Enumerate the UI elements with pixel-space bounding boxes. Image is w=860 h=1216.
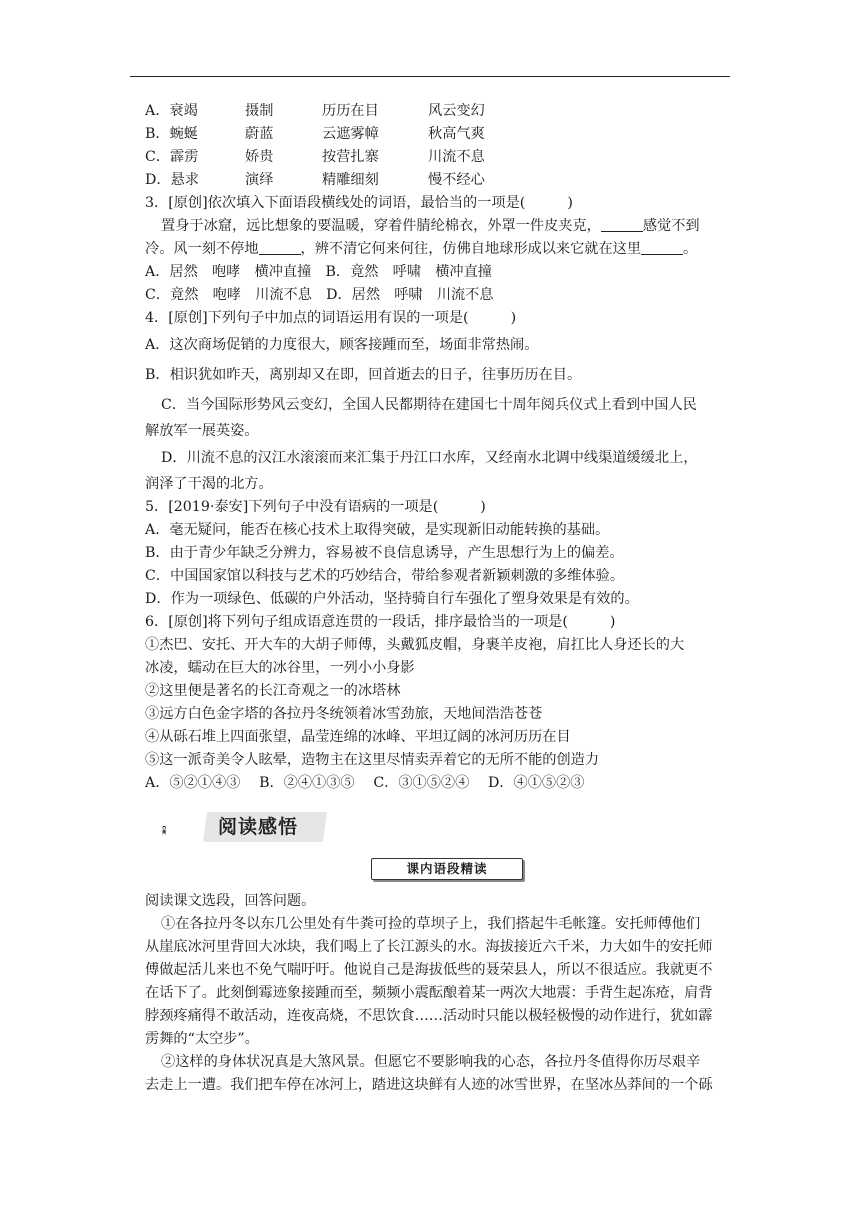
question-3-options-cd: C．竟然 咆哮 川流不息 D．居然 呼啸 川流不息 — [145, 287, 494, 303]
question-4-option-b: B．相识犹如昨天，离别却又在即，回首逝去的日子，往事历历在目。 — [145, 360, 730, 390]
section-title: 阅读感悟 — [218, 816, 299, 838]
question-4-option-d-cont: 润泽了干渴的北方。 — [145, 476, 273, 492]
dotted-word: 风云变幻 — [271, 397, 328, 413]
question-6-options: A．⑤②①④③ B．②④①③⑤ C．③①⑤②④ D．④①⑤②③ — [145, 775, 585, 791]
question-3-passage-line1: 置身于冰窟，远比想象的要温暖，穿着件腈纶棉衣，外罩一件皮夹克， 感觉不到 — [161, 218, 700, 234]
prev-option-d: D．悬求 演绎 精雕细刻 慢不经心 — [145, 172, 485, 188]
paragraph-1-line: 从崖底冰河里背回大冰块，我们喝上了长江源头的水。海拔接近六千米，力大如牛的安托师 — [145, 939, 713, 955]
question-6-sentence-1-cont: 冰凌，蠕动在巨大的冰谷里，一列小小身影 — [145, 660, 415, 676]
paragraph-1-line: 在话下了。此刻倒霉迹象接踵而至，频频小震酝酿着某一两次大地震：手背生起冻疮，肩背 — [145, 985, 713, 1001]
question-5-option-a: A．毫无疑问，能否在核心技术上取得突破，是实现新旧动能转换的基础。 — [145, 522, 610, 538]
paragraph-1-line: 脖颈疼痛得不敢活动，连夜高烧，不思饮食……活动时只能以极轻极慢的动作进行，犹如霹 — [145, 1008, 713, 1024]
reading-girl-icon — [160, 806, 210, 854]
reading-instruction: 阅读课文选段，回答问题。 — [145, 893, 316, 909]
question-6-sentence-4: ④从砾石堆上四面张望，晶莹连绵的冰峰、平坦辽阔的冰河历历在目 — [145, 729, 571, 745]
question-4-option-d: D．川流不息的汉江水滚滚而来汇集于丹江口水库，又经南水北调中线渠道缓缓北上， — [145, 443, 730, 473]
prev-option-c: C．霹雳 娇贵 按营扎寨 川流不息 — [145, 149, 485, 165]
question-6-stem: 6．[原创]将下列句子组成语意连贯的一段话，排序最恰当的一项是( ) — [145, 614, 616, 630]
dotted-word: 川流不息 — [187, 450, 244, 466]
question-6-sentence-2: ②这里便是著名的长江奇观之一的冰塔林 — [145, 683, 401, 699]
header-rule — [130, 76, 730, 77]
subsection-label: 课内语段精读 — [371, 858, 523, 880]
question-5-option-d: D．作为一项绿色、低碳的户外活动，坚持骑自行车强化了塑身效果是有效的。 — [145, 591, 639, 607]
question-6-sentence-1: ①杰巴、安托、开大车的大胡子师傅，头戴狐皮帽，身裹羊皮袍，肩扛比人身还长的大 — [145, 637, 685, 653]
question-5-option-c: C．中国国家馆以科技与艺术的巧妙结合，带给参观者新颖刺激的多维体验。 — [145, 568, 625, 584]
question-5-stem: 5．[2019·泰安]下列句子中没有语病的一项是( ) — [145, 499, 486, 515]
question-3-stem: 3．[原创]依次填入下面语段横线处的词语，最恰当的一项是( ) — [145, 195, 573, 211]
dotted-word: 接踵而至 — [368, 337, 425, 353]
question-4-stem: 4．[原创]下列句子中加点的词语运用有误的一项是( ) — [145, 310, 517, 326]
paragraph-1-line: 傅做起活儿来也不免气喘吁吁。他说自己是海拔低些的聂荣县人，所以不很适应。我就更不 — [145, 962, 713, 978]
exercise-section — [145, 100, 730, 795]
prev-option-a: A．衰竭 摄制 历历在目 风云变幻 — [145, 103, 485, 119]
question-4-option-a: A．这次商场促销的力度很大，顾客接踵而至，场面非常热闹。 — [145, 330, 730, 360]
question-4-option-c-cont: 解放军一展英姿。 — [145, 423, 259, 439]
paragraph-1-line: ①在各拉丹冬以东几公里处有牛粪可捡的草坝子上，我们搭起牛毛帐篷。安托师傅他们 — [161, 916, 701, 932]
paragraph-2-line: 去走上一遭。我们把车停在冰河上，踏进这块鲜有人迹的冰雪世界，在坚冰丛莽间的一个砾 — [145, 1077, 713, 1093]
question-5-option-b: B．由于青少年缺乏分辨力，容易被不良信息诱导，产生思想行为上的偏差。 — [145, 545, 624, 561]
question-6-sentence-3: ③远方白色金字塔的各拉丹冬统领着冰雪劲旅，天地间浩浩苍苍 — [145, 706, 543, 722]
question-3-passage-line2: 冷。风一刻不停地 ，辨不清它何来何往，仿佛自地球形成以来它就在这里 。 — [145, 241, 698, 257]
question-6-sentence-5: ⑤这一派奇美令人眩晕，造物主在这里尽情卖弄着它的无所不能的创造力 — [145, 752, 600, 768]
reading-passage — [145, 890, 730, 1097]
question-3-options-ab: A．居然 咆哮 横冲直撞 B．竟然 呼啸 横冲直撞 — [145, 264, 492, 280]
fill-blank[interactable] — [641, 240, 683, 255]
paragraph-2-line: ②这样的身体状况真是大煞风景。但愿它不要影响我的心态，各拉丹冬值得你历尽艰辛 — [161, 1054, 701, 1070]
fill-blank[interactable] — [601, 217, 643, 232]
fill-blank[interactable] — [259, 240, 301, 255]
paragraph-1-line: 雳舞的“太空步”。 — [145, 1031, 259, 1047]
dotted-word: 历历在目 — [510, 367, 567, 383]
question-4-option-c: C．当今国际形势风云变幻，全国人民都期待在建国七十周年阅兵仪式上看到中国人民 — [145, 390, 730, 420]
prev-option-b: B．蜿蜒 蔚蓝 云遮雾幛 秋高气爽 — [145, 126, 485, 142]
